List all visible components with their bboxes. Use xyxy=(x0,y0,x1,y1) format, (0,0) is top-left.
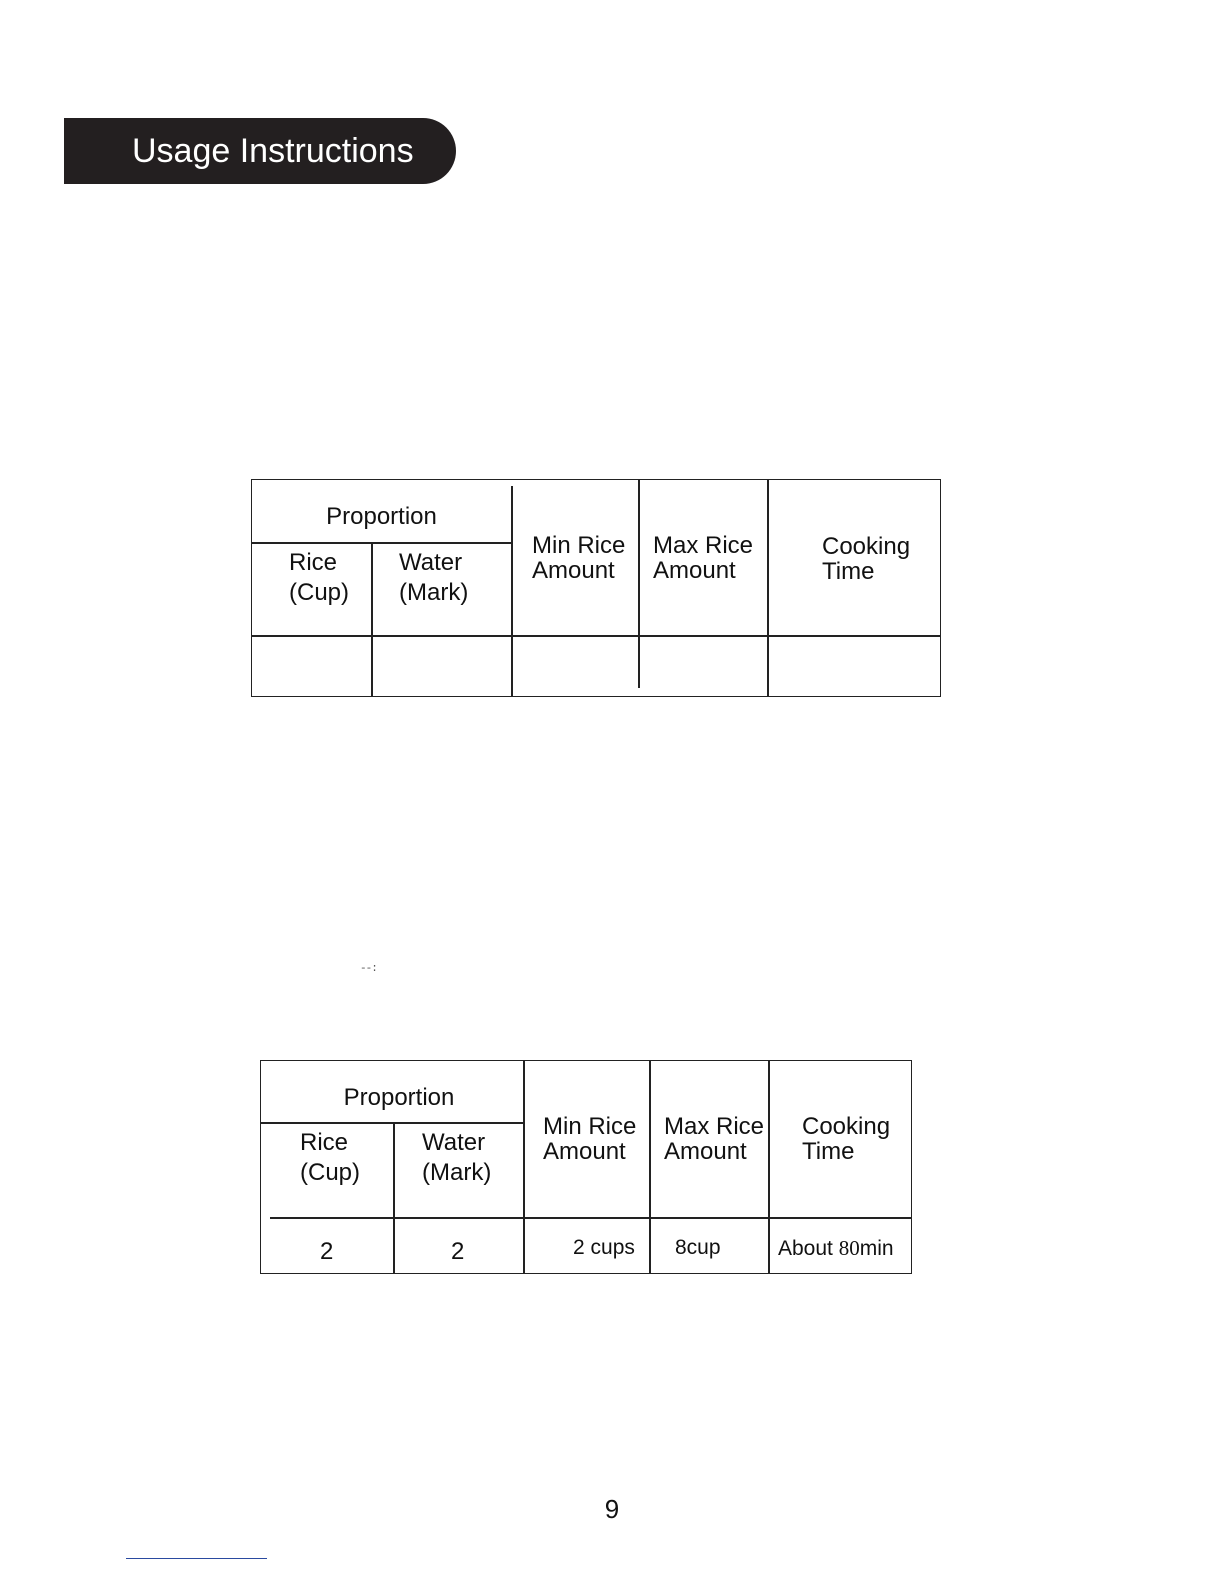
cooking-time-unit: min xyxy=(859,1237,894,1260)
cell-min-rice: 2 cups xyxy=(573,1236,635,1259)
rice-proportion-table-empty xyxy=(251,479,941,697)
section-title: Usage Instructions xyxy=(132,132,414,170)
table-divider xyxy=(768,1061,770,1273)
header-rice-cup: Rice (Cup) xyxy=(289,549,350,606)
cell-max-rice: 8cup xyxy=(675,1236,721,1259)
table-divider xyxy=(270,1217,911,1219)
cooking-time-prefix: About xyxy=(778,1237,833,1260)
footer-rule xyxy=(126,1558,267,1559)
cell-water: 2 xyxy=(451,1238,465,1265)
cooking-time-value: 80 xyxy=(838,1236,860,1260)
page-number: 9 xyxy=(604,1494,620,1524)
header-proportion: Proportion xyxy=(343,1084,455,1111)
table-divider xyxy=(767,480,769,696)
header-water-mark: Water (Mark) xyxy=(422,1129,492,1186)
table-divider xyxy=(393,1122,395,1274)
header-max-rice-amount: Max Rice Amount xyxy=(653,532,754,584)
table-divider xyxy=(371,542,373,696)
header-proportion: Proportion xyxy=(326,503,437,530)
header-min-rice-amount: Min Rice Amount xyxy=(543,1113,637,1165)
table-divider xyxy=(252,635,940,637)
cell-rice: 2 xyxy=(320,1238,334,1265)
rice-proportion-table xyxy=(260,1060,912,1274)
table-divider xyxy=(252,542,511,544)
header-cooking-time: Cooking Time xyxy=(822,533,911,585)
table-divider xyxy=(261,1122,523,1124)
section-header-banner xyxy=(64,118,456,184)
stray-mark: --: xyxy=(360,963,377,975)
header-rice-cup: Rice (Cup) xyxy=(300,1129,361,1186)
header-cooking-time: Cooking Time xyxy=(802,1113,891,1165)
table-divider xyxy=(511,486,513,696)
header-water-mark: Water (Mark) xyxy=(399,549,469,606)
cell-cooking-time xyxy=(778,1236,894,1261)
header-max-rice-amount: Max Rice Amount xyxy=(664,1113,765,1165)
table-divider xyxy=(638,480,640,688)
table-divider xyxy=(649,1061,651,1273)
header-min-rice-amount: Min Rice Amount xyxy=(532,532,626,584)
